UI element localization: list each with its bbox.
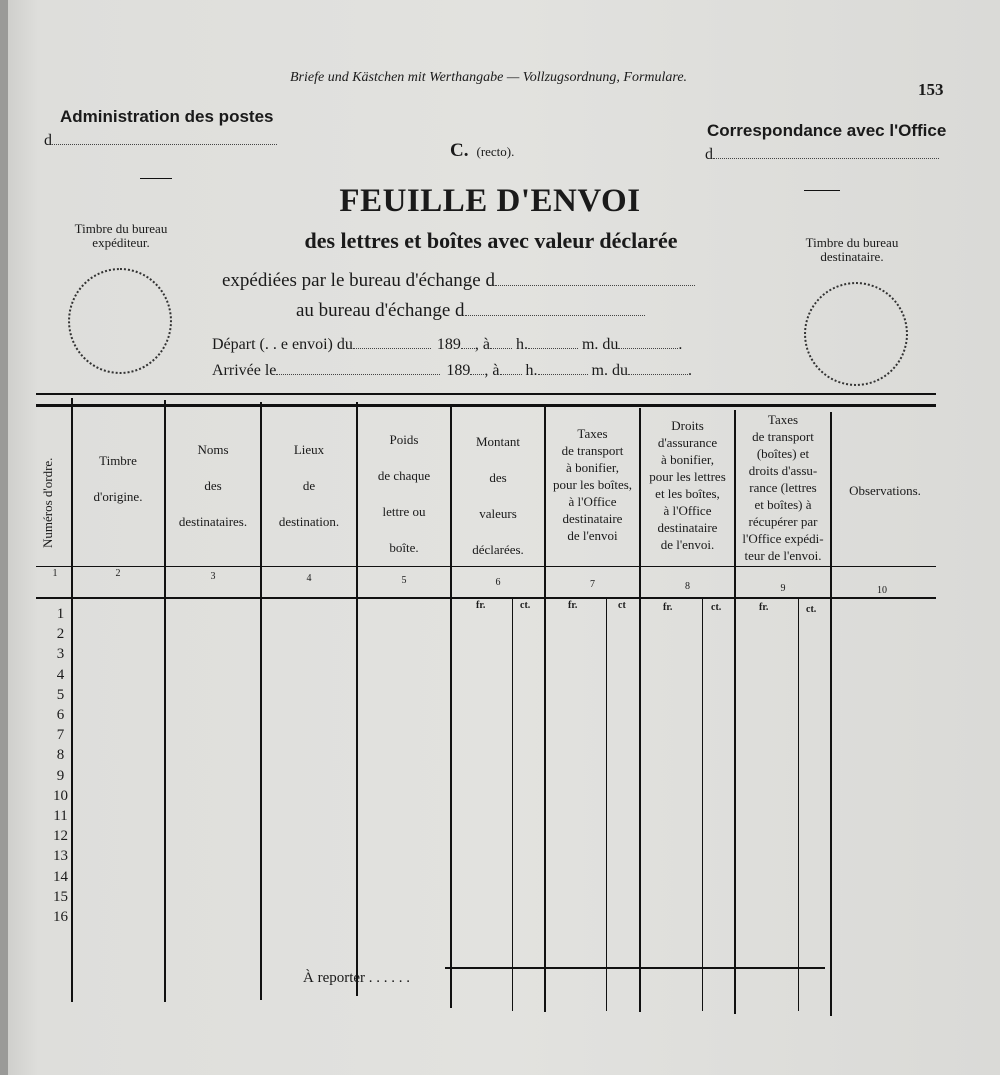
depart-label: Départ (. . e envoi) du <box>212 336 353 353</box>
row-number: 16 <box>53 909 68 925</box>
col-num-3: 3 <box>210 571 216 582</box>
correspondence-label: Correspondance avec l'Office <box>707 121 947 140</box>
arrivee-h: h. <box>525 362 538 379</box>
row-number: 8 <box>56 747 65 764</box>
col-num-6: 6 <box>495 577 501 588</box>
col-header-2: Timbre d'origine. <box>93 453 143 504</box>
arrivee-a-fill[interactable] <box>500 362 522 375</box>
correspondence-d: d <box>705 146 713 163</box>
col-num-2: 2 <box>115 568 121 579</box>
form-side: (recto). <box>476 144 515 159</box>
stamp-left-circle <box>68 268 172 374</box>
col-header-7: Taxes de transport à bonifier, pour les boîtes, à l'Office destinataire de l'envoi <box>552 426 633 543</box>
arrivee-a: , à <box>484 362 500 379</box>
totals-rule <box>445 967 825 969</box>
arrivee-line[interactable] <box>212 362 692 380</box>
unit-ct-9: ct. <box>806 604 817 615</box>
unit-ct-8: ct. <box>711 602 722 613</box>
depart-year-fill[interactable] <box>461 336 475 349</box>
expediees-fill[interactable] <box>495 273 695 286</box>
col-header-4: Lieux de destination. <box>278 442 340 529</box>
admin-d: d <box>44 132 52 149</box>
row-number: 3 <box>56 646 65 663</box>
unit-fr-7: fr. <box>568 600 578 611</box>
page-number: 153 <box>918 80 944 99</box>
admin-field[interactable] <box>44 132 277 150</box>
col-num-1: 1 <box>52 568 58 579</box>
col-header-10: Observations. <box>849 483 921 498</box>
dash-left <box>140 178 172 179</box>
row-number: 14 <box>53 868 68 885</box>
document-page <box>8 0 1000 1075</box>
form-code <box>450 140 514 162</box>
subcol-7 <box>606 599 607 1011</box>
title: FEUILLE D'ENVOI <box>339 183 641 219</box>
subtitle: des lettres et boîtes avec valeur déclarée <box>304 228 678 253</box>
depart-date-fill[interactable] <box>353 336 431 349</box>
subcol-6 <box>512 599 513 1011</box>
arrivee-m: m. du <box>591 362 628 379</box>
au-bureau-label: au bureau d'échange d <box>296 300 465 321</box>
expediees-label: expédiées par le bureau d'échange d <box>222 270 495 291</box>
arrivee-date-fill[interactable] <box>276 362 440 375</box>
subcol-8 <box>702 599 703 1011</box>
arrivee-year: 189 <box>446 362 471 379</box>
row-number: 10 <box>53 787 68 804</box>
stamp-right-label: Timbre du bureau destinataire. <box>805 235 899 264</box>
arrivee-year-fill[interactable] <box>470 362 484 375</box>
unit-fr-6: fr. <box>476 600 486 611</box>
correspondence-fill-line[interactable] <box>713 146 939 159</box>
row-number: 4 <box>56 666 65 683</box>
stamp-right-circle <box>804 282 908 386</box>
unit-fr-8: fr. <box>663 602 673 613</box>
row-number: 5 <box>56 686 65 703</box>
col-header-1: Numéros d'ordre. <box>40 457 55 548</box>
table-top-rule <box>36 393 936 395</box>
col-header-8: Droits d'assurance à bonifier, pour les lettres et les boîtes, à l'Office destinataire de l'envoi. <box>649 418 726 552</box>
arrivee-m-fill[interactable] <box>628 362 688 375</box>
arrivee-label: Arrivée le <box>212 362 277 379</box>
col-header-9: Taxes de transport (boîtes) et droits d'assu- rance (lettres et boîtes) à récupérer par l'Office expédi- teur de l'envoi. <box>742 412 824 563</box>
depart-a-fill[interactable] <box>490 336 512 349</box>
arrivee-h-fill[interactable] <box>538 362 588 375</box>
row-number: 15 <box>53 888 68 905</box>
row-number: 9 <box>56 767 65 784</box>
arrivee-end: . <box>687 362 692 379</box>
depart-year: 189 <box>436 336 461 353</box>
admin-fill-line[interactable] <box>52 132 277 145</box>
book-binding-edge <box>0 0 8 1075</box>
col-num-7: 7 <box>590 579 595 590</box>
depart-h-fill[interactable] <box>528 336 578 349</box>
admin-label: Administration des postes <box>60 107 274 126</box>
row-number: 6 <box>56 707 65 723</box>
row-number: 7 <box>56 727 65 744</box>
a-reporter: À reporter . . . . . . <box>303 970 411 986</box>
row-number: 13 <box>53 848 68 865</box>
unit-ct-7: ct <box>618 600 626 611</box>
subcol-9 <box>798 599 799 1011</box>
depart-a: , à <box>474 336 490 353</box>
col-num-4: 4 <box>306 573 312 584</box>
depart-h: h. <box>515 336 528 353</box>
depart-line[interactable] <box>212 336 682 354</box>
stamp-left-label: Timbre du bureau expéditeur. <box>74 221 168 250</box>
depart-end: . <box>678 336 683 353</box>
form-code-letter: C. <box>450 140 469 161</box>
table-top-rule-2 <box>36 404 936 407</box>
col-num-5: 5 <box>401 575 407 586</box>
col-num-9: 9 <box>780 583 786 594</box>
expediees-line[interactable] <box>222 270 695 292</box>
unit-ct-6: ct. <box>520 600 531 611</box>
depart-m-fill[interactable] <box>618 336 678 349</box>
row-number: 11 <box>53 808 68 824</box>
col-num-8: 8 <box>685 581 690 592</box>
unit-fr-9: fr. <box>759 602 769 613</box>
col-header-5: Poids de chaque lettre ou boîte. <box>377 432 431 555</box>
col-num-10: 10 <box>877 585 887 596</box>
body-top-rule <box>36 597 936 599</box>
col-number-rule <box>36 566 936 567</box>
au-bureau-line[interactable] <box>296 300 645 322</box>
row-number: 1 <box>56 606 65 622</box>
correspondence-field[interactable] <box>705 146 939 164</box>
col-header-3: Noms des destinataires. <box>178 442 248 529</box>
row-number: 2 <box>56 626 65 643</box>
dash-right <box>804 190 840 191</box>
col-header-6: Montant des valeurs déclarées. <box>472 434 524 557</box>
row-number: 12 <box>53 828 68 845</box>
depart-m: m. du <box>581 336 619 353</box>
au-bureau-fill[interactable] <box>465 303 645 316</box>
running-header: Briefe und Kästchen mit Werthangabe — Vollzugsordnung, Formulare. <box>290 70 688 85</box>
